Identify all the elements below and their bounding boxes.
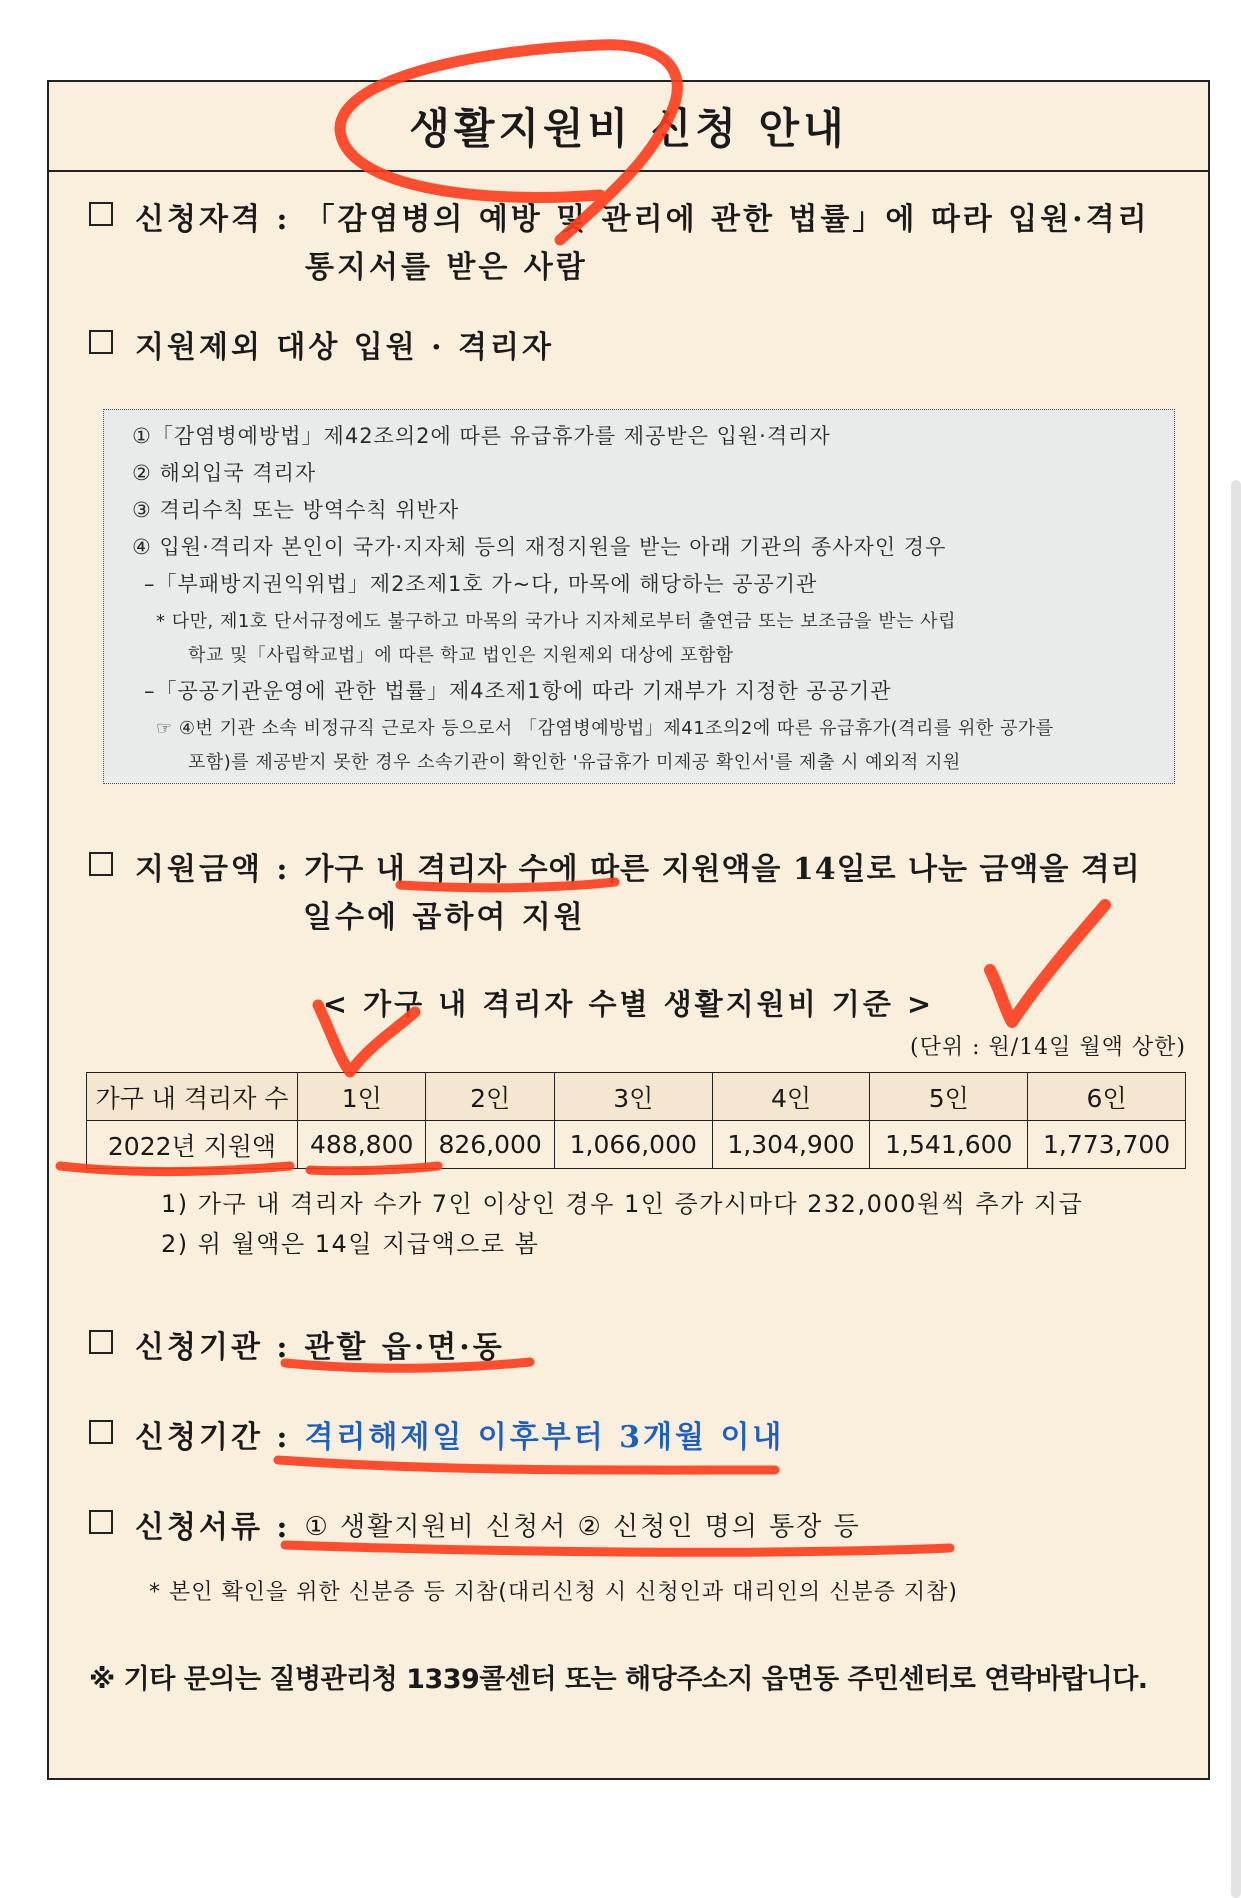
exclusion-label: 지원제외 대상 입원 · 격리자 bbox=[135, 330, 555, 365]
table-row bbox=[87, 1121, 1186, 1169]
exclusion-item: ③ 격리수칙 또는 방역수칙 위반자 bbox=[132, 498, 460, 522]
exclusion-subitem: –「부패방지권익위법」제2조제1호 가~다, 마목에 해당하는 공공기관 bbox=[144, 572, 818, 596]
agency-value: 관할 읍·면·동 bbox=[304, 1330, 505, 1365]
checkbox-icon bbox=[89, 330, 113, 354]
exclusion-subitem: –「공공기관운영에 관한 법률」제4조제1항에 따라 기재부가 지정한 공공기관 bbox=[144, 679, 892, 703]
exclusion-note: ☞ ④번 기관 소속 비정규직 근로자 등으로서 「감염병예방법」제41조의2에 따른 유급휴가(격리를 위한 공가를 bbox=[156, 718, 1054, 739]
table-cell: 1,773,700 bbox=[1028, 1121, 1186, 1169]
checkbox-icon bbox=[89, 1510, 113, 1534]
table-title: < 가구 내 격리자 수별 생활지원비 기준 > bbox=[322, 987, 935, 1021]
table-header-cell: 1인 bbox=[298, 1073, 426, 1121]
checkbox-icon bbox=[89, 852, 113, 876]
period-label: 신청기간 : bbox=[135, 1420, 291, 1455]
table-cell: 488,800 bbox=[298, 1121, 426, 1169]
exclusion-item: ② 해외입국 격리자 bbox=[132, 461, 317, 485]
footer-notice: ※ 기타 문의는 질병관리청 1339콜센터 또는 해당주소지 읍면동 주민센터로 연락바랍니다. bbox=[89, 1664, 1148, 1695]
amount-line2: 일수에 곱하여 지원 bbox=[303, 900, 586, 935]
title-bar bbox=[49, 82, 1208, 172]
table-header-cell: 가구 내 격리자 수 bbox=[87, 1073, 298, 1121]
period-value: 격리해제일 이후부터 3개월 이내 bbox=[304, 1420, 785, 1455]
documents-label: 신청서류 : bbox=[135, 1510, 291, 1545]
checkbox-icon bbox=[89, 1420, 113, 1444]
agency-section bbox=[89, 1322, 505, 1366]
eligibility-section bbox=[89, 194, 1150, 238]
agency-label: 신청기관 : bbox=[135, 1330, 291, 1365]
amount-label: 지원금액 : bbox=[135, 852, 291, 887]
amount-section bbox=[89, 844, 1141, 888]
table-footnote: 2) 위 월액은 14일 지급액으로 봄 bbox=[161, 1230, 540, 1258]
exclusion-note: * 다만, 제1호 단서규정에도 불구하고 마목의 국가나 지자체로부터 출연금 또는 보조금을 받는 사립 bbox=[156, 611, 956, 632]
table-cell: 2022년 지원액 bbox=[87, 1121, 298, 1169]
period-section bbox=[89, 1412, 784, 1456]
table-cell: 1,066,000 bbox=[554, 1121, 712, 1169]
table-unit: (단위 : 원/14일 월액 상한) bbox=[910, 1035, 1186, 1060]
table-cell: 826,000 bbox=[426, 1121, 554, 1169]
table-header-row bbox=[87, 1073, 1186, 1121]
table-header-cell: 6인 bbox=[1028, 1073, 1186, 1121]
exclusion-section bbox=[89, 322, 554, 366]
table-footnote: 1) 가구 내 격리자 수가 7인 이상인 경우 1인 증가시마다 232,000원씩 추가 지급 bbox=[161, 1190, 1084, 1218]
exclusion-note-box bbox=[103, 409, 1175, 784]
exclusion-note: 포함)를 제공받지 못한 경우 소속기관이 확인한 '유급휴가 미제공 확인서'를 제출 시 예외적 지원 bbox=[188, 752, 961, 773]
checkbox-icon bbox=[89, 202, 113, 226]
table-header-cell: 2인 bbox=[426, 1073, 554, 1121]
table-header-cell: 3인 bbox=[554, 1073, 712, 1121]
amount-line1: 가구 내 격리자 수에 따른 지원액을 14일로 나눈 금액을 격리 bbox=[304, 852, 1141, 887]
table-cell: 1,304,900 bbox=[712, 1121, 870, 1169]
table-cell: 1,541,600 bbox=[870, 1121, 1028, 1169]
notice-document bbox=[47, 80, 1210, 1780]
table-header-cell: 4인 bbox=[712, 1073, 870, 1121]
eligibility-label: 신청자격 : bbox=[135, 202, 291, 237]
documents-value: ① 생활지원비 신청서 ② 신청인 명의 통장 등 bbox=[304, 1512, 861, 1542]
exclusion-item: ①「감염병예방법」제42조의2에 따른 유급휴가를 제공받은 입원·격리자 bbox=[132, 424, 831, 448]
eligibility-line2: 통지서를 받은 사람 bbox=[305, 250, 588, 285]
exclusion-item: ④ 입원·격리자 본인이 국가·지자체 등의 재정지원을 받는 아래 기관의 종사자인 경우 bbox=[132, 535, 947, 559]
checkbox-icon bbox=[89, 1330, 113, 1354]
page-title: 생활지원비 신청 안내 bbox=[409, 104, 848, 153]
exclusion-note: 학교 및「사립학교법」에 따른 학교 법인은 지원제외 대상에 포함함 bbox=[188, 645, 734, 666]
documents-note: * 본인 확인을 위한 신분증 등 지참(대리신청 시 신청인과 대리인의 신분증 지참) bbox=[149, 1580, 958, 1605]
table-header-cell: 5인 bbox=[870, 1073, 1028, 1121]
scrollbar[interactable] bbox=[1231, 480, 1241, 1898]
support-amount-table bbox=[86, 1072, 1186, 1169]
documents-section bbox=[89, 1502, 861, 1546]
eligibility-line1: 「감염병의 예방 및 관리에 관한 법률」에 따라 입원·격리 bbox=[304, 202, 1150, 237]
